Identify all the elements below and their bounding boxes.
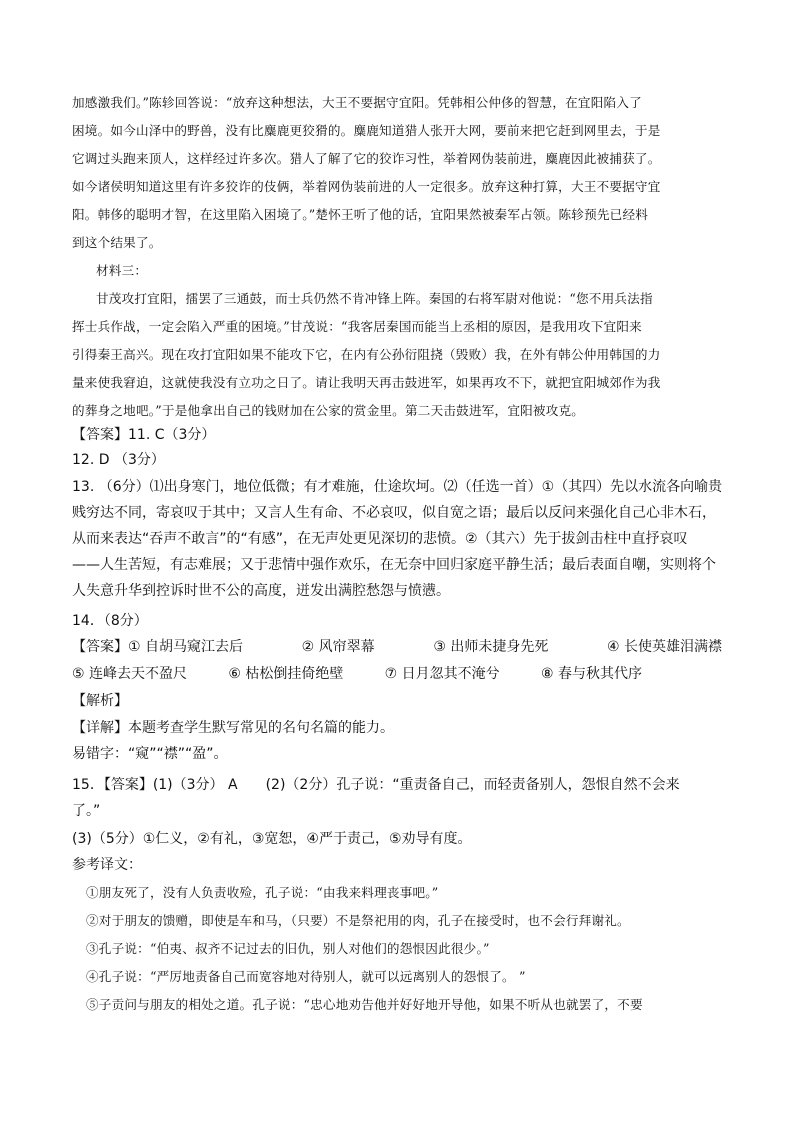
- answer-13-line: 从而来表达“吞声不敢言”的“有感”，在无声处更见深切的悲愤。②（其六）先于拔剑击柱中直抒哀叹: [72, 531, 688, 547]
- material2-line: 如今诸侯明知道这里有许多狡诈的伎俩，举着网伪装前进的人一定很多。放弃这种打算，大王不要据守宜: [72, 179, 661, 194]
- answer-item: ③ 出师未捷身先死: [433, 639, 549, 655]
- answer-13-line: 贱穷达不同，寄哀叹于其中；又言人生有命、不必哀叹，似自宽之语；最后以反问来强化自己心非木石，: [72, 505, 716, 521]
- answer-item: ⑤ 连峰去天不盈尺: [72, 666, 188, 682]
- answer-15-line: 了。”: [72, 803, 101, 819]
- material2-line: 加感激我们。”陈轸回答说：“放弃这种想法，大王不要据守宜阳。凭韩相公仲侈的智慧，在宜阳陷入了: [72, 95, 642, 110]
- answer-14-row-1: [72, 637, 724, 657]
- answer-14-row-2: [72, 664, 724, 684]
- material2-line: 它调过头跑来顶人，这样经过许多次。猎人了解了它的狡诈习性，举着网伪装前进，麋鹿因此被捕获了。: [72, 151, 661, 166]
- material3-line: 的葬身之地吧。”于是他拿出自己的钱财加在公家的赏金里。第二天击鼓进军，宜阳被攻克。: [72, 403, 585, 418]
- answer-item: ① 自胡马窥江去后: [128, 639, 244, 655]
- material2-line: 困境。如今山泽中的野兽，没有比麋鹿更狡猾的。麋鹿知道猎人张开大网，要前来把它赶到网里去，于是: [72, 123, 661, 138]
- translation-line: ①朋友死了，没有人负责收殓，孔子说：“由我来料理丧事吧。”: [86, 885, 439, 900]
- answer-11: 【答案】11. C（3分）: [72, 427, 216, 443]
- reference-translation-title: 参考译文：: [72, 857, 142, 873]
- answer-item: ④ 长使英雄泪满襟: [606, 639, 722, 655]
- answer-15-line: (3)（5分）①仁义，②有礼，③宽恕，④严于责己，⑤劝导有度。: [72, 831, 472, 847]
- answer-13-line: ——人生苦短，有志难展；又于悲情中强作欢乐，在无奈中回归家庭平静生活；最后表面自嘲，实则将个: [72, 557, 716, 573]
- error-prone-chars: 易错字：“窥”“襟”“盈”。: [72, 746, 228, 762]
- answer-13-line: 人失意升华到控诉时世不公的高度，迸发出满腔愁怨与愤懑。: [72, 583, 450, 599]
- translation-line: ②对于朋友的馈赠，即使是车和马，（只要）不是祭祀用的肉，孔子在接受时，也不会行拜谢礼。: [86, 913, 630, 928]
- answer-item: ⑦ 日月忽其不淹兮: [384, 666, 500, 682]
- answer-15-line: 15．【答案】(1)（3分） A (2)（2分）孔子说：“重责备自己，而轻责备别人，怨恨自然不会来: [72, 777, 680, 793]
- translation-line: ⑤子贡问与朋友的相处之道。孔子说：“忠心地劝告他并好好地开导他，如果不听从也就罢了，不要: [86, 997, 643, 1012]
- question-14-head: 14．（8分）: [72, 613, 148, 629]
- material3-line: 量来使我窘迫，这就使我没有立功之日了。请让我明天再击鼓进军，如果再攻不下，就把宜阳城郊作为我: [72, 375, 661, 390]
- material3-line: 甘茂攻打宜阳，擂罢了三通鼓，而士兵仍然不肯冲锋上阵。秦国的右将军尉对他说：“您不用兵法指: [96, 291, 653, 306]
- answer-13-line: 13. （6分）⑴出身寒门，地位低微；有才难施，仕途坎坷。⑵（任选一首）①（其四）先以水流各向喻贵: [72, 479, 723, 495]
- material3-line: 挥士兵作战，一定会陷入严重的困境。”甘茂说：“我客居秦国而能当上丞相的原因，是我用攻下宜阳来: [72, 319, 642, 334]
- answer-item: ② 风帘翠幕: [301, 639, 375, 655]
- answer-label: 【答案】: [72, 639, 128, 655]
- answer-12: 12. D （3分）: [72, 452, 165, 468]
- material2-line: 到这个结果了。: [72, 235, 162, 250]
- translation-line: ③孔子说：“伯夷、叔齐不记过去的旧仇，别人对他们的怨恨因此很少。”: [86, 941, 490, 956]
- analysis-label: 【解析】: [72, 693, 128, 709]
- answer-item: ⑥ 枯松倒挂倚绝壁: [228, 666, 344, 682]
- material3-line: 引得秦王高兴。现在攻打宜阳如果不能攻下它，在内有公孙衍阻挠（毁败）我，在外有韩公仲用韩国的力: [72, 347, 661, 362]
- material3-title: 材料三：: [96, 263, 148, 278]
- material2-line: 阳。韩侈的聪明才智，在这里陷入困境了。”楚怀王听了他的话，宜阳果然被秦军占领。陈轸预先已经料: [72, 207, 649, 222]
- answer-item: ⑧ 春与秋其代序: [540, 666, 642, 682]
- detail-line: 【详解】本题考查学生默写常见的名句名篇的能力。: [72, 720, 394, 736]
- translation-line: ④孔子说：“严厉地责备自己而宽容地对待别人，就可以远离别人的怨恨了。 ”: [86, 969, 526, 984]
